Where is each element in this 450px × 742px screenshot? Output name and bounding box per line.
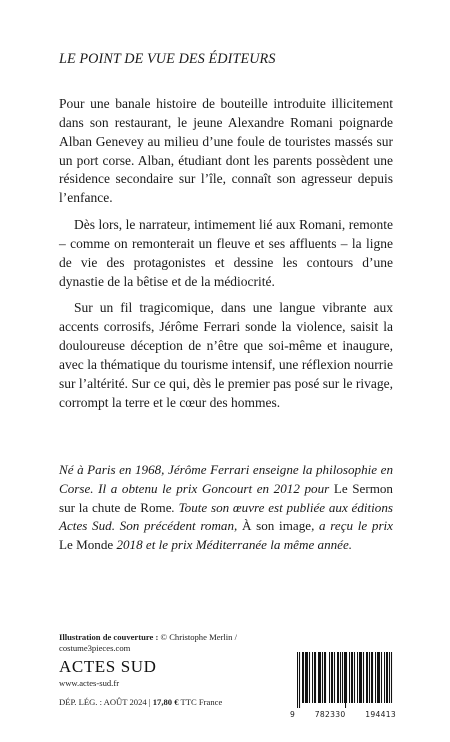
barcode-bar: [309, 652, 310, 703]
cover-illustration-credit: [59, 632, 259, 654]
barcode-bar: [359, 652, 360, 703]
barcode-bar: [375, 652, 376, 703]
barcode-bar: [352, 652, 353, 703]
author-bio: [59, 461, 393, 555]
barcode-bar: [338, 652, 339, 703]
barcode-bar: [366, 652, 367, 703]
barcode-bar: [305, 652, 306, 703]
barcode-bar: [307, 652, 308, 703]
bio-book-title-a-son-image: À son image: [242, 518, 312, 534]
barcode-bar: [302, 652, 303, 703]
barcode-bar: [389, 652, 390, 703]
barcode-bar: [329, 652, 330, 703]
barcode-bar: [371, 652, 372, 703]
barcode-bar: [315, 652, 316, 703]
credit-text: © Christophe Merlin / costume3pieces.com: [59, 632, 237, 653]
barcode-bar: [331, 652, 332, 703]
barcode-bar: [372, 652, 373, 703]
barcode-bar: [369, 652, 370, 703]
bio-part-7: 2018 et le prix Méditerranée la même année.: [113, 537, 353, 553]
barcode-bar: [377, 652, 378, 703]
barcode-bar: [337, 652, 338, 703]
isbn-digit-group-1: 782330: [314, 710, 346, 719]
barcode-bar: [351, 652, 352, 703]
bio-prize-le-monde: Le Monde: [59, 537, 114, 553]
synopsis-paragraph-1: Pour une banale histoire de bouteille introduite illicitement dans son restaurant, le jeune Alexandre Romani poignarde Alban Genevey au milieu d’une foule de touristes massés sur un port corse. Alban, étudiant dont les parents possèdent une résidence secondaire sur l’île, connaît son agresseur depuis l’enfance.: [59, 96, 393, 206]
barcode-bar: [386, 652, 387, 703]
legal-deposit: DÉP. LÉG. : AOÛT 2024 |: [59, 697, 153, 707]
barcode-bar: [391, 652, 392, 703]
barcode-bar: [325, 652, 326, 703]
barcode-bar: [312, 652, 313, 703]
bio-part-3: . Toute son œuvre est publiée aux éditions Actes Sud. Son précédent roman,: [59, 499, 393, 534]
barcode-bar: [303, 652, 304, 703]
bio-part-5: , a reçu le prix: [311, 518, 393, 534]
barcode-bar: [332, 652, 333, 703]
barcode-bar: [349, 652, 350, 703]
isbn-digit-prefix: 9: [290, 710, 296, 719]
credit-label: Illustration de couverture :: [59, 632, 159, 642]
barcode-bar: [384, 652, 385, 703]
barcode-bar: [340, 652, 341, 703]
barcode-bar: [363, 652, 364, 703]
bio-book-title-sermon: Le Sermon sur la chute de Rome: [59, 480, 393, 515]
price-suffix: TTC France: [178, 697, 223, 707]
barcode-bar: [306, 652, 307, 703]
bio-part-1: Né à Paris en 1968, Jérôme Ferrari enseigne la philosophie en Corse. Il a obtenu le prix Goncourt en 2012 pour: [59, 462, 393, 496]
barcode-bar: [346, 652, 347, 703]
barcode-bar: [387, 652, 388, 703]
barcode-bar: [360, 652, 361, 703]
barcode-bar: [314, 652, 315, 703]
barcode-bar: [357, 652, 358, 703]
price: 17,80 €: [152, 697, 179, 707]
legal-deposit-and-price: [59, 697, 222, 707]
barcode-bar: [322, 652, 323, 703]
barcode-bar: [367, 652, 368, 703]
isbn-digit-group-2: 194413: [365, 710, 396, 719]
barcode-bar: [342, 652, 343, 703]
barcode-bar: [344, 652, 345, 703]
isbn-barcode-digits: [290, 710, 396, 719]
publisher-viewpoint-heading: LE POINT DE VUE DES ÉDITEURS: [59, 51, 276, 67]
publisher-url: www.actes-sud.fr: [59, 678, 120, 688]
barcode-bar: [381, 652, 382, 703]
barcode-bar: [345, 652, 346, 708]
barcode-bar: [299, 652, 300, 708]
barcode-bar: [334, 652, 335, 703]
barcode-bar: [378, 652, 379, 703]
barcode-bar: [319, 652, 320, 703]
synopsis-paragraph-3: Sur un fil tragicomique, dans une langue vibrante aux accents corrosifs, Jérôme Ferrari sonde la violence, saisit la douloureuse déception de n’être que soi-même et inaugure, avec la thématique du tourisme intensif, une réflexion nourrie sur l’altérité. Sur ce qui, dès le premier pas posé sur le rivage, corrompt la terre et le cœur des hommes.: [59, 300, 393, 410]
actes-sud-logo: ACTES SUD: [59, 657, 157, 676]
barcode-bar: [297, 652, 298, 708]
barcode-bar: [379, 652, 380, 703]
barcode-bar: [324, 652, 325, 703]
barcode-bar: [361, 652, 362, 703]
isbn-barcode: [297, 652, 393, 708]
barcode-bar: [320, 652, 321, 703]
synopsis: [59, 95, 393, 421]
barcode-bar: [354, 652, 355, 703]
synopsis-paragraph-2: Dès lors, le narrateur, intimement lié aux Romani, remonte – comme on remonterait un fleuve et ses affluents – la ligne de vie des protagonistes et dessine les contours d’une dynastie de la bêtise et de la médiocrité.: [59, 217, 393, 289]
barcode-bar: [318, 652, 319, 703]
